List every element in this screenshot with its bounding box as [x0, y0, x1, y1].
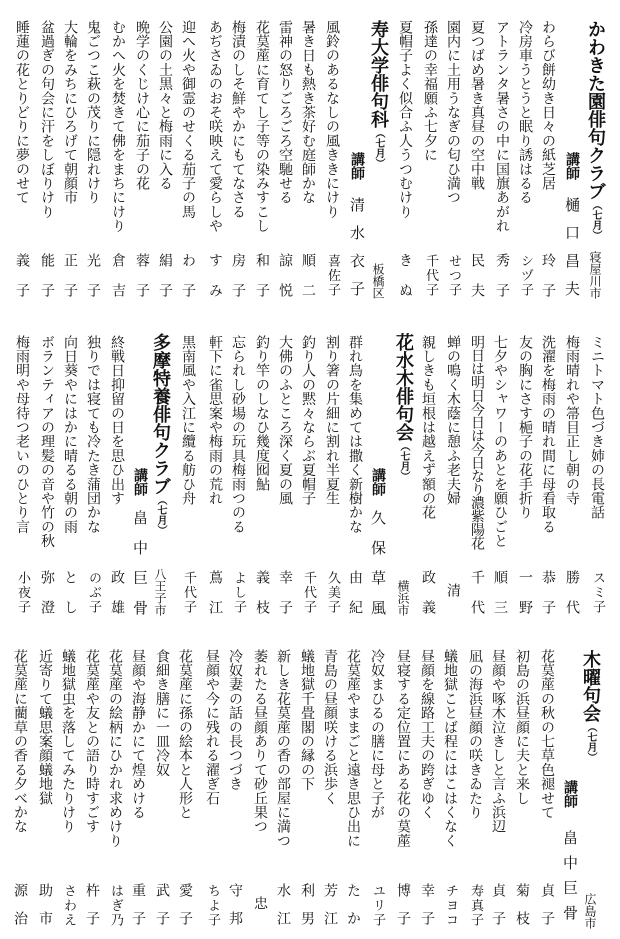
haiku-text: 花茣蓙の絵柄にひかれ求めけり — [107, 649, 123, 848]
haiku-text: 孫達の幸福願ふ七夕に — [422, 20, 438, 162]
haiku-text: 新しき花茣蓙の香の部屋に満つ — [275, 649, 291, 848]
haiku-text: 公園の土黒々と梅雨に入る — [157, 20, 173, 191]
haiku-column — [57, 620, 79, 930]
haiku-column — [442, 0, 464, 310]
haiku-text: 夏つばめ暑き真昼の空中戦 — [469, 20, 485, 191]
haiku-author: 芳江 — [322, 883, 338, 939]
haiku-author: 貞子 — [490, 883, 506, 939]
haiku-column — [151, 620, 173, 939]
club-heading — [392, 333, 414, 481]
haiku-column — [417, 310, 439, 630]
haiku-author: 博子 — [395, 883, 411, 939]
haiku-column — [394, 0, 416, 313]
haiku-text: 終戦日抑留の日を思ひ出す — [109, 335, 125, 506]
instructor-label: 講師 — [132, 468, 148, 496]
haiku-text: 群れ鳥を集めては撒く新樹かな — [347, 335, 363, 534]
haiku-author: 能子 — [39, 253, 55, 313]
haiku-author: 玲子 — [540, 253, 556, 313]
haiku-author: チヨコ — [443, 884, 458, 928]
haiku-text: 花茣蓙に孫の絵本と人形と — [177, 649, 193, 820]
club-header-column — [579, 620, 601, 930]
haiku-text: 冷房車うとうと眠り誘はるる — [517, 20, 533, 205]
haiku-column — [342, 620, 364, 939]
haiku-column — [514, 310, 536, 630]
haiku-author: 寿真子 — [468, 884, 483, 928]
haiku-column — [272, 620, 294, 939]
haiku-author: 助市 — [37, 883, 53, 939]
haiku-column — [107, 0, 129, 313]
haiku-column — [487, 620, 509, 939]
haiku-author: 秀子 — [494, 253, 510, 313]
club-heading — [579, 650, 601, 762]
haiku-author: 勝代 — [564, 570, 580, 630]
haiku-text: むかへ火を焚きて佛をまちにけり — [110, 20, 126, 233]
haiku-author: 正子 — [62, 253, 78, 313]
haiku-column — [11, 310, 33, 620]
haiku-author: はぎ乃 — [108, 884, 123, 928]
instructor-label: 講師 — [370, 468, 386, 496]
haiku-text: 花茣蓙やままごと遠き思ひ出に — [345, 649, 361, 848]
haiku-text: 冷奴妻の話の長つづき — [227, 649, 243, 791]
haiku-author: 民夫 — [469, 253, 485, 313]
haiku-author: シヅ子 — [518, 254, 533, 298]
haiku-author: 清 — [445, 583, 461, 597]
haiku-text: 初島の浜昼顔に夫と来し — [514, 649, 530, 806]
club-heading — [149, 333, 171, 535]
haiku-column — [204, 310, 226, 630]
haiku-column — [491, 0, 513, 313]
haiku-column — [11, 0, 33, 313]
instructor-name: 樋口昌夫 — [563, 197, 581, 309]
haiku-column — [82, 0, 104, 313]
haiku-text: 暑き日も熱き茶好む庭師かな — [300, 20, 316, 205]
haiku-text: 軒下に雀思案や梅雨の荒れ — [207, 335, 223, 506]
haiku-author: 千代子 — [301, 571, 316, 615]
club-header-column — [367, 0, 389, 310]
instructor-column — [346, 0, 368, 310]
haiku-author: 守邦 — [227, 883, 243, 939]
haiku-author: たか — [345, 883, 361, 939]
haiku-author: 久美子 — [325, 571, 340, 615]
haiku-author: ユリ子 — [370, 884, 385, 928]
haiku-author: 倉吉 — [110, 253, 126, 313]
haiku-text: 蝉の鳴く木蔭に憩ふ老夫婦 — [445, 335, 461, 506]
haiku-text: 忘られし砂場の玩具梅雨つのる — [230, 335, 246, 534]
haiku-text: 冷奴まひるの膳に母と子が — [369, 649, 385, 820]
haiku-author: 順二 — [300, 253, 316, 313]
haiku-column — [81, 620, 103, 939]
club-header-column — [149, 310, 171, 620]
haiku-text: 釣り竿のしなひ幾度囮鮎 — [254, 335, 270, 492]
haiku-author: 諒悦 — [277, 253, 293, 313]
haiku-author: 義枝 — [254, 570, 270, 630]
haiku-text: ミニトマト色づき姉の長電話 — [589, 335, 605, 520]
haiku-column — [274, 0, 296, 313]
haiku-text: 蟻地獄千畳閣の縁の下 — [299, 649, 315, 791]
club-month: （七月） — [590, 200, 601, 240]
haiku-column — [201, 620, 223, 930]
haiku-text: 梅漬のしそ鮮やかにもてなさる — [230, 20, 246, 219]
haiku-column — [106, 310, 128, 630]
club-month: （七月） — [398, 441, 409, 481]
haiku-text: 昼顔や今に残れる濯ぎ石 — [204, 649, 220, 806]
haiku-column — [366, 620, 388, 930]
haiku-text: 花茣蓙の秋の七草色褪せて — [539, 649, 555, 820]
haiku-column — [174, 620, 196, 939]
haiku-author: 喜佐子 — [325, 254, 340, 298]
haiku-column — [537, 310, 559, 630]
haiku-column — [227, 0, 249, 313]
haiku-author: 由紀 — [347, 570, 363, 630]
club-title: 花水木俳句会 — [393, 333, 414, 441]
haiku-author: 菊枝 — [514, 883, 530, 939]
club-location: 寝屋川市 — [588, 251, 602, 299]
haiku-text: 花茣蓙に藺草の香る夕べかな — [12, 649, 28, 834]
haiku-text: 洗濯を梅雨の晴れ間に母看取る — [540, 335, 556, 534]
instructor-column — [561, 0, 583, 310]
haiku-column — [296, 620, 318, 939]
haiku-column — [177, 310, 199, 620]
haiku-author: 小夜子 — [15, 571, 30, 615]
haiku-author: 愛子 — [177, 883, 193, 939]
club-header-column — [584, 0, 606, 310]
haiku-text: 明日は明日今日は今日なり濃紫陽花 — [469, 335, 485, 550]
instructor-column — [129, 310, 151, 630]
haiku-column — [392, 620, 414, 939]
haiku-text: 黒南風や入江に纜る舫ひ舟 — [180, 335, 196, 506]
club-title: 寿大学俳句科 — [368, 20, 389, 128]
haiku-author: 千代 — [469, 570, 485, 630]
instructor-name: 清水衣子 — [348, 197, 366, 309]
haiku-text: 夏帽子よく似合ふ人うつむけり — [397, 20, 413, 219]
club-heading — [367, 20, 389, 168]
haiku-author: ちよ子 — [205, 884, 220, 928]
haiku-text: 睡蓮の花とりどりに夢のせて — [14, 20, 30, 205]
haiku-author: 絹子 — [157, 253, 173, 313]
haiku-text: 昼寝する定位置にある花の茣蓙 — [395, 649, 411, 848]
haiku-author: 政雄 — [109, 570, 125, 630]
haiku-text: 七夕やシャワーのあとを願ひごと — [492, 335, 508, 548]
haiku-author: 杵子 — [84, 883, 100, 939]
haiku-column — [416, 620, 438, 939]
haiku-author: 貞子 — [539, 883, 555, 939]
haiku-author: 光子 — [85, 253, 101, 313]
haiku-column — [561, 310, 583, 630]
haiku-text: 釣り人の黙々ならぶ夏帽子 — [300, 335, 316, 506]
haiku-column — [537, 0, 559, 313]
haiku-column — [466, 0, 488, 313]
haiku-column — [9, 620, 31, 939]
haiku-text: 向日葵やにはかに晴るる朝の雨 — [62, 335, 78, 534]
haiku-text: 昼顔や海静かにて煌めける — [130, 649, 146, 820]
haiku-column — [59, 310, 81, 630]
club-title: 木曜句会 — [580, 650, 601, 722]
haiku-author: 和子 — [254, 253, 270, 313]
haiku-author: 一野 — [517, 570, 533, 630]
haiku-text: 風鈴のあるなしの風ききにけり — [324, 20, 340, 219]
haiku-text: 蟻地獄虫を落してみたりけり — [60, 649, 76, 834]
haiku-text: 萎れたる昼顔ありて砂丘果つ — [252, 649, 268, 834]
haiku-column — [249, 620, 271, 930]
haiku-author: きぬ — [397, 253, 413, 313]
club-location: 板橋区 — [371, 263, 385, 299]
haiku-column — [511, 620, 533, 939]
haiku-author: のぶ子 — [86, 571, 101, 615]
haiku-text: 梅雨明や母待つ老いのひとり言 — [14, 335, 30, 534]
haiku-text: 割り箸の片細に割れ半夏生 — [324, 335, 340, 506]
haiku-author: せつ子 — [446, 254, 461, 298]
club-header-column — [392, 310, 414, 620]
haiku-column — [251, 310, 273, 630]
haiku-column — [514, 0, 536, 310]
haiku-column — [36, 310, 58, 630]
haiku-column — [442, 310, 464, 620]
haiku-text: 独りでは寝ても冷たき蒲団かな — [85, 335, 101, 534]
haiku-column — [321, 310, 343, 620]
haiku-author: 順三 — [492, 570, 508, 630]
haiku-text: 雷神の怒りごろごろ空馳せる — [277, 20, 293, 205]
club-location: 広島市 — [583, 893, 597, 929]
haiku-column — [131, 0, 153, 313]
club-title: かわきた園俳句クラブ — [585, 20, 606, 200]
club-heading — [584, 20, 606, 240]
instructor-label: 講師 — [349, 152, 365, 180]
haiku-column — [321, 0, 343, 310]
haiku-author: 千代子 — [181, 571, 196, 615]
haiku-column — [464, 620, 486, 930]
haiku-text: 蟻地獄ことば程にはこはくなく — [442, 649, 458, 848]
club-month: （七月） — [373, 128, 384, 168]
haiku-column — [466, 310, 488, 630]
haiku-text: 晩学のくじけ心に茄子の花 — [134, 20, 150, 191]
haiku-author: 武子 — [154, 883, 170, 939]
haiku-text: わらび餅幼き日々の紙芝居 — [540, 20, 556, 191]
haiku-column — [34, 620, 56, 939]
haiku-column — [586, 310, 608, 620]
haiku-author: 房子 — [230, 253, 246, 313]
haiku-author: とし — [62, 570, 78, 630]
text-band-middle — [0, 310, 620, 630]
haiku-column — [489, 310, 511, 630]
haiku-text: 友の胸にさす梔子の花手折り — [517, 335, 533, 520]
haiku-column — [319, 620, 341, 939]
haiku-column — [177, 0, 199, 313]
haiku-author: 重子 — [130, 883, 146, 939]
club-month: （七月） — [155, 495, 166, 535]
club-location: 横浜市 — [396, 580, 410, 616]
haiku-author: 幸子 — [277, 570, 293, 630]
haiku-author: 水江 — [275, 883, 291, 939]
haiku-column — [419, 0, 441, 310]
haiku-author: 幸子 — [419, 883, 435, 939]
instructor-column — [367, 310, 389, 630]
haiku-text: 昼顔を線路工夫の跨ぎゆく — [419, 649, 435, 820]
haiku-text: 昼顔や啄木泣きしと言ふ浜辺 — [490, 649, 506, 834]
haiku-text: 花茣蓙や友との語り時すごす — [84, 649, 100, 834]
haiku-text: 園内に土用うなぎの匂ひ満つ — [445, 20, 461, 205]
haiku-column — [536, 620, 558, 939]
haiku-author: 蔦江 — [207, 570, 223, 630]
haiku-column — [154, 0, 176, 313]
haiku-text: 大輪をみちにひろげて朝顔市 — [62, 20, 78, 205]
club-title: 多摩特養俳句クラブ — [150, 333, 171, 495]
haiku-text: 盆過ぎの句会に汗をしぼりけり — [39, 20, 55, 219]
text-band-top — [0, 0, 620, 313]
haiku-author: わ子 — [180, 253, 196, 313]
haiku-author: すみ — [207, 253, 223, 313]
haiku-column — [59, 0, 81, 313]
haiku-author: 義子 — [14, 253, 30, 313]
haiku-text: 迎へ火や御霊のせくる茄子の馬 — [180, 20, 196, 219]
haiku-text: アトランタ暑さの中に国旗あがれ — [494, 20, 510, 233]
haiku-text: 鬼ごつこ萩の茂りに隠れけり — [85, 20, 101, 205]
haiku-column — [344, 310, 366, 630]
haiku-author: 忠 — [252, 896, 268, 910]
haiku-author: 利男 — [299, 883, 315, 939]
haiku-text: 食細き膳に一皿冷奴 — [154, 649, 170, 777]
haiku-author: 蓉子 — [134, 253, 150, 313]
text-band-bottom — [0, 620, 620, 939]
haiku-text: 大佛のふところ深く夏の風 — [277, 335, 293, 506]
haiku-column — [439, 620, 461, 930]
haiku-column — [297, 310, 319, 620]
haiku-author: さわえ — [61, 884, 76, 928]
haiku-text: 青島の昼顔咲ける浜歩く — [322, 649, 338, 806]
haiku-column — [297, 0, 319, 313]
haiku-text: 花茣蓙に育てし子等の染みすこし — [254, 20, 270, 233]
haiku-author: 恭子 — [540, 570, 556, 630]
club-month: （七月） — [585, 722, 596, 762]
haiku-author: スミ子 — [590, 571, 605, 615]
instructor-label: 講師 — [562, 780, 578, 808]
haiku-text: 梅雨晴れや箒目正し朝の寺 — [564, 335, 580, 506]
haiku-column — [127, 620, 149, 939]
haiku-author: 千代子 — [423, 254, 438, 298]
haiku-column — [274, 310, 296, 630]
instructor-label: 講師 — [564, 152, 580, 180]
haiku-column — [251, 0, 273, 313]
club-location: 八王子市 — [153, 568, 167, 616]
haiku-text: ボランティアの理髪の音や竹の秋 — [39, 335, 55, 548]
haiku-text: 親しきも垣根は越えず額の花 — [420, 335, 436, 520]
instructor-name: 久保草風 — [369, 510, 387, 630]
haiku-author: 源治 — [12, 883, 28, 939]
haiku-text: 凪の海浜昼顔の咲きゐたり — [467, 649, 483, 820]
haiku-text: あぢさゐのおそ咲映えて愛らしや — [207, 20, 223, 233]
haiku-column — [204, 0, 226, 313]
haiku-author: 政義 — [420, 570, 436, 630]
haiku-column — [224, 620, 246, 939]
haiku-column — [82, 310, 104, 620]
haiku-column — [104, 620, 126, 930]
instructor-name: 畠中巨骨 — [561, 830, 579, 930]
instructor-column — [559, 620, 581, 930]
haiku-author: 弥澄 — [39, 570, 55, 630]
haiku-author: よし子 — [231, 571, 246, 615]
instructor-name: 畠中巨骨 — [131, 510, 149, 630]
haiku-column — [36, 0, 58, 313]
haiku-text: 近寄りて蟻思案顔蟻地獄 — [37, 649, 53, 806]
haiku-column — [227, 310, 249, 620]
